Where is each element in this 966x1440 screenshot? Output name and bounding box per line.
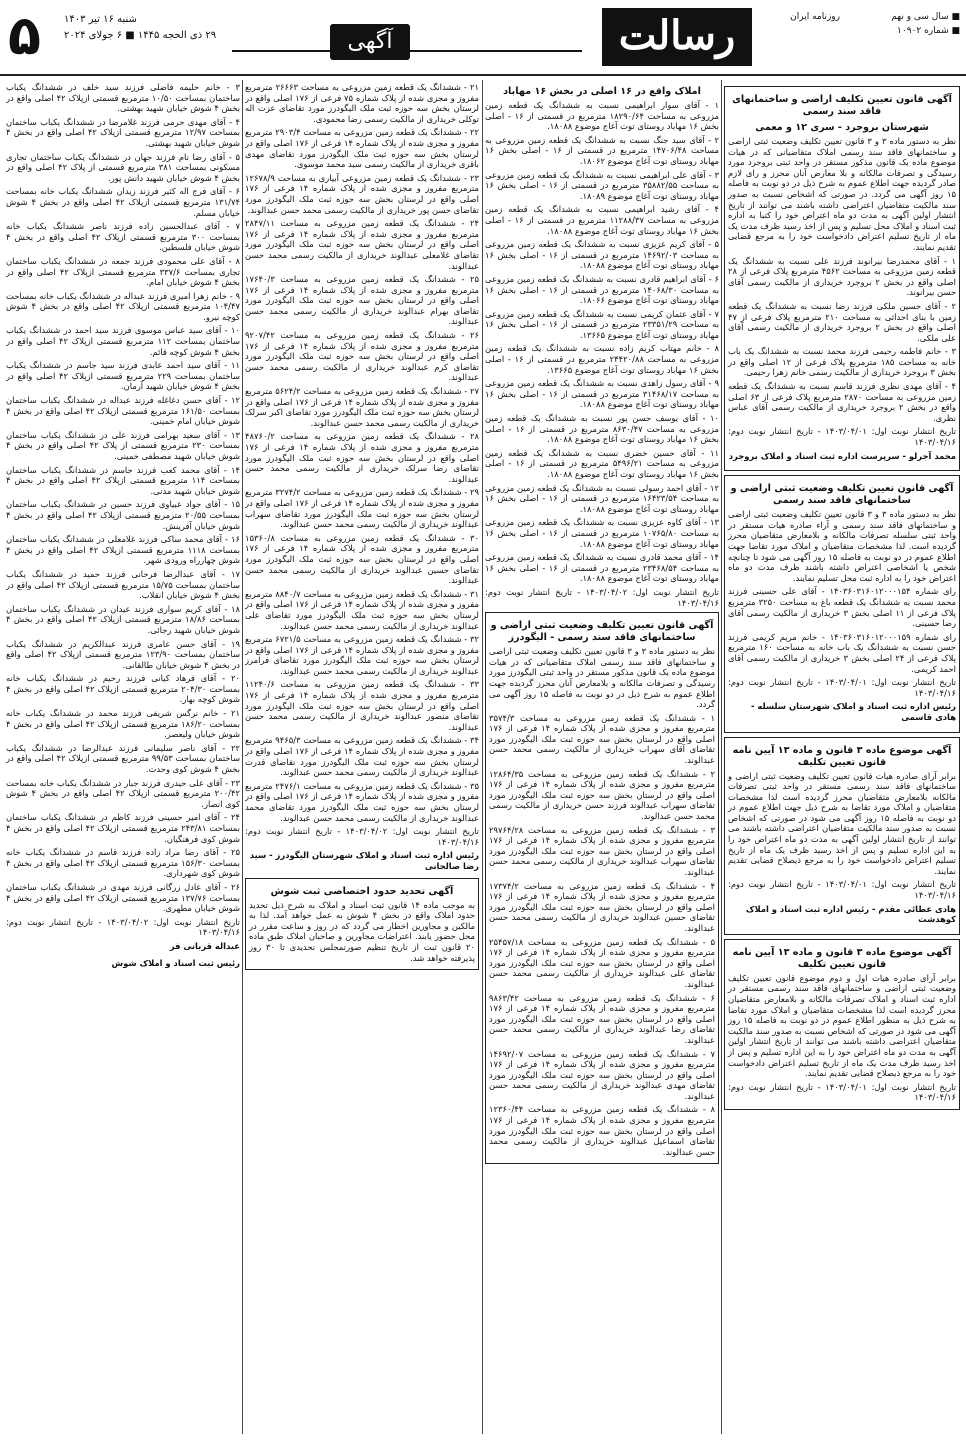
list-item: ۵ - آقای رضا نام فرزند جهان در ششدانگ یکباب ساختمان تجاری مسکونی بمساحت ۳۸۱ مترمربع قسمتی از پلاک ۴۲ اصلی واقع در بخش ۴ شوش خیابان شهید دانش پور. <box>6 151 240 183</box>
list-item: ۳ - خانم فاطمه رحیمی فرزند محمد نسبت به ششدانگ یک باب خانه به مساحت ۱۸۵ مترمربع پلاک فرعی از ۱۲ اصلی واقع در بخش ۳ بروجرد خریداری از مالکیت رسمی خانم زهرا رحیمی. <box>728 346 956 378</box>
notice-body: به موجب ماده ۱۴ قانون ثبت اسناد و املاک به شرح ذیل تحدید حدود املاک واقع در بخش ۴ شوش به عمل خواهد آمد. لذا به مالکین و مجاورین اخطار می گردد که در روز و ساعت مقرر در محل حضور یابند. اعتراضات مجاورین و صاحبان املاک طبق ماده ۲۰ قانون ثبت از تاریخ تنظیم صورتمجلس تحدیدی تا ۳۰ روز پذیرفته خواهد شد. <box>249 899 475 963</box>
list-item: ۱ - ششدانگ یک قطعه زمین مزروعی به مساحت ۳۵۷۴/۳ مترمربع مفروز و مجزی شده از پلاک شماره ۱۴ فرعی از ۱۷۶ اصلی واقع در لرستان بخش سه حوزه ثبت ملک الیگودرز مورد تقاضای آقای سهراب خریداری از مالکیت رسمی محمد حسن عبدالوند. <box>489 712 715 766</box>
notice-shush-boundaries <box>245 878 479 971</box>
column-divider <box>242 80 243 1434</box>
list-item: ۳۲ - ششدانگ یک قطعه زمین مزروعی به مساحت ۶۷۲۱/۵ مترمربع مفروز و مجزی شده از پلاک شماره ۱۴ فرعی از ۱۷۶ اصلی واقع در لرستان بخش سه حوزه ثبت ملک الیگودرز مورد تقاضای فرامرز عبدالوند خریداری از مالکیت رسمی محمد حسن عبدالوند. <box>245 634 479 676</box>
column-3 <box>245 82 479 1432</box>
page-number: ۵ <box>8 4 41 67</box>
notice-body: نظر به دستور ماده ۳ و ۳ قانون تعیین تکلیف وضعیت ثبتی اراضی و ساختمانهای فاقد سند رسمی املاک متقاضیانی که در هیات موضوع ماده یک قانون مذکور مستقر در واحد ثبتی بروجرد مورد رسیدگی و تصرفات مالکانه و بلا معارض آنان محرز و رای لازم صادر گردیده جهت اطلاع عموم به شرح ذیل در دو نوبت به فاصله ۱۵ روز آگهی می گردد. در صورتی که اشخاص نسبت به صدور سند مالکیت متقاضیان اعتراضی داشته باشند می توانند از تاریخ انتشار اولین آگهی به مدت دو ماه اعتراض خود را کتبا به اداره ثبت اسناد و املاک محل تسلیم و پس از اخذ رسید ظرف مدت یک ماه از تاریخ تسلیم اعتراض دادخواست خود را به مرجع قضایی تقدیم نمایند. <box>728 136 957 252</box>
list-item: ۲۳ - آقای علی حیدری فرزند جبار در ششدانگ یکباب خانه بمساحت ۲۰۰/۴۲ مترمربع قسمتی ازپلاک ۴۲ اصلی واقع در بخش ۴ شوش کوی انصار. <box>6 777 240 809</box>
list-item: ۲۴ - آقای امیر حسینی فرزند کاظم در ششدانگ یکباب ساختمان بمساحت ۲۴۳/۸۱ مترمربع قسمتی ازپلاک ۴۲ اصلی واقع در بخش ۴ شوش کوی فرهنگیان. <box>6 812 240 844</box>
list-item: ۳۱ - ششدانگ یک قطعه زمین مزروعی به مساحت ۸۸۴۰/۷ مترمربع مفروز و مجزی شده از پلاک شماره ۱۴ فرعی از ۱۷۶ اصلی واقع در لرستان بخش سه حوزه ثبت ملک الیگودرز مورد تقاضای علی عبدالوند خریداری از مالکیت رسمی محمد حسن عبدالوند. <box>245 588 479 631</box>
issue-info <box>870 10 960 38</box>
date-line-2: ۲۹ ذی الحجه ۱۴۴۵ ■ ۶ جولای ۲۰۲۴ <box>64 30 217 41</box>
list-item: ۸ - خانم مهتاب کریم زاده نسبت به ششدانگ یک قطعه زمین مزروعی به مساحت ۲۴۴۲۰/۸۸ مترمربع در قسمتی از ۱۶ - اصلی بخش ۱۶ مهاباد روستای توت آغاج موضوع ۱۳۶۶۵. <box>485 343 719 375</box>
signature: محمد آجرلو - سرپرست اداره ثبت اسناد و املاک بروجرد <box>728 450 956 461</box>
list-item: ۱۰ - آقای سید عباس موسوی فرزند سید احمد در ششدانگ یکباب ساختمان بمساحت ۱۱۲ مترمربع قسمتی ازپلاک ۴۲ اصلی واقع در بخش ۴ شوش کوچه قائم. <box>6 325 240 357</box>
list-item: ۳ - ششدانگ یک قطعه زمین مزروعی به مساحت ۲۹۷۶۴/۲۸ مترمربع مفروز و مجزی شده از پلاک شماره ۱۴ فرعی از ۱۷۶ اصلی واقع در لرستان بخش سه حوزه ثبت ملک الیگودرز مورد تقاضای سهراب عبدالوند خریداری از مالکیت رسمی محمد حسن عبدالوند. <box>489 824 715 877</box>
list-item: ۷ - ششدانگ یک قطعه زمین مزروعی به مساحت ۱۴۶۹۲/۰۷ مترمربع مفروز و مجزی شده از پلاک شماره ۱۴ فرعی از ۱۷۶ اصلی واقع در لرستان بخش سه حوزه ثبت ملک الیگودرز مورد تقاضای مهدی عبدالوند خریداری از مالکیت رسمی محمد حسن عبدالوند. <box>489 1048 715 1101</box>
notice-title: آگهی تحدید حدود اختصاصی ثبت شوش <box>270 885 454 897</box>
publish-date: تاریخ انتشار نوبت اول: ۱۴۰۳/۰۴/۰۲ - تاریخ انتشار نوبت دوم: ۱۴۰۳/۰۴/۱۶ <box>245 826 479 847</box>
list-item: ۶ - آقای ابراهیم قادری نسبت به ششدانگ یک قطعه زمین مزروعی به مساحت ۱۴۰۶۸/۳۰ مترمربع در قسمتی از ۱۶ - اصلی بخش ۱۶ مهاباد روستای توت آغاج موضوع ۱۸۰۶۶. <box>485 273 719 306</box>
section-label: آگهی <box>330 24 410 60</box>
column-1 <box>724 82 960 1432</box>
list-item: ۱۵ - آقای جواد عبیاوی فرزند حسین در ششدانگ یکباب ساختمان بمساحت ۲۰/۵۵ مترمربع قسمتی ازپلاک ۴۲ اصلی واقع در بخش ۴ شوش خیابان آفرینش. <box>6 499 240 531</box>
list-item: ۶ - آقای فرج اله کثیر فرزند زیدان ششدانگ یکباب خانه بمساحت ۱۳۱/۷۴ مترمربع قسمتی ازپلاک ۴۲ اصلی واقع در بخش ۴ شوش خیابان مسلم. <box>6 186 240 218</box>
list-item: ۱ - آقای محمدرضا بیرانوند فرزند علی نسبت به ششدانگ یک قطعه زمین مزروعی به مساحت ۴۵۶۲ مترمربع پلاک فرعی از ۲۸ اصلی واقع در بخش ۲ بروجرد خریداری از مالکیت رسمی آقای حسن بیرانوند. <box>728 255 956 298</box>
logo-subtitle: روزنامه ایران <box>790 12 840 22</box>
list-item: ۳ - خانم حلیمه فاضلی فرزند سید خلف در ششدانگ یکباب ساختمان بمساحت ۱۰/۵۰ مترمربع قسمتی ازپلاک ۴۲ اصلی واقع در بخش ۴ شوش خیابان شهید بهشتی. <box>6 82 240 114</box>
notice-subtitle: شهرستان بروجرد - سری ۱۲ و معمی <box>755 122 929 133</box>
list-item: ۴ - آقای رشید ابراهیمی نسبت به ششدانگ یک قطعه زمین مزروعی به مساحت ۱۱۲۸۸/۳۷ مترمربع در قسمتی از ۱۶ - اصلی بخش ۱۶ مهاباد روستای توت آغاج موضوع ۱۸۰۸۸. <box>485 204 719 236</box>
notice-title: آگهی قانون تعیین تکلیف وضعیت ثبتی اراضی و ساختمانهای فاقد سند رسمی <box>730 483 954 507</box>
list-item: ۲۱ - خانم نرگس شریفی فرزند محمد در ششدانگ یکباب خانه بمساحت ۱۸۶/۲۰ مترمربع قسمتی ازپلاک ۴۲ اصلی واقع در بخش ۴ شوش خیابان ولیعصر. <box>6 708 240 740</box>
list-item: ۹ - آقای رسول زاهدی نسبت به ششدانگ یک قطعه زمین مزروعی به مساحت ۳۱۴۶۸/۱۷ مترمربع در قسمتی از ۱۶ - اصلی بخش ۱۶ مهاباد روستای توت آغاج موضوع ۱۸۰۸۸. <box>485 378 719 410</box>
publish-date: تاریخ انتشار نوبت اول: ۱۴۰۳/۰۴/۰۲ - تاریخ انتشار نوبت دوم: ۱۴۰۳/۰۴/۱۶ <box>485 586 719 608</box>
list-item: ۴ - ششدانگ یک قطعه زمین مزروعی به مساحت ۱۷۳۷۴/۲ مترمربع مفروز و مجزی شده از پلاک شماره ۱۴ فرعی از ۱۷۶ اصلی واقع در لرستان بخش سه حوزه ثبت ملک الیگودرز مورد تقاضای حسین عبدالوند خریداری از مالکیت رسمی محمد حسن عبدالوند. <box>489 880 715 933</box>
list-item: ۷ - آقای عبدالحسین زاده فرزند ناصر ششدانگ یکباب خانه بمساحت ۳۰۰ مترمربع قسمتی ازپلاک ۴۲ اصلی واقع در بخش ۴ شوش خیابان فلسطین. <box>6 221 240 253</box>
list-item: ۱ - آقای سوار ابراهیمی نسبت به ششدانگ یک قطعه زمین مزروعی به مساحت ۱۸۲۹۰/۶۴ مترمربع در قسمتی از ۱۶ - اصلی بخش ۱۶ مهاباد روستای توت آغاج موضوع ۱۸۰۸۸. <box>485 100 719 132</box>
column-4 <box>6 82 240 1432</box>
issue-dates <box>64 12 234 44</box>
list-item: ۲۴ - ششدانگ یک قطعه زمین مزروعی به مساحت ۲۸۴۷/۱۱ مترمربع مفروز و مجزی شده از پلاک شماره ۱۴ فرعی از ۱۷۶ اصلی واقع در لرستان بخش سه حوزه ثبت ملک الیگودرز مورد تقاضای غلامعلی عبدالوند خریداری از مالکیت رسمی محمد حسن عبدالوند. <box>245 218 479 271</box>
list-item: ۵ - ششدانگ یک قطعه زمین مزروعی به مساحت ۲۵۴۵۷/۱۸ مترمربع مفروز و مجزی شده از پلاک شماره ۱۴ فرعی از ۱۷۶ اصلی واقع در لرستان بخش سه حوزه ثبت ملک الیگودرز مورد تقاضای علی عبدالوند خریداری از مالکیت رسمی محمد حسن عبدالوند. <box>489 936 715 989</box>
notice-4 <box>724 939 960 1110</box>
list-item: رای شماره ۱۴۰۳۶۰۳۱۶۰۱۲۰۰۰۱۵۹ - خانم مریم کریمی فرزند حسن نسبت به ششدانگ یک باب خانه به مساحت ۱۶۰ مترمربع پلاک فرعی از ۲۴ اصلی بخش ۳ خریداری از مالکیت رسمی آقای احمد کریمی. <box>728 631 956 674</box>
list-item: ۳۰ - ششدانگ یک قطعه زمین مزروعی به مساحت ۱۵۳۶۰/۸ مترمربع مفروز و مجزی شده از پلاک شماره ۱۴ فرعی از ۱۷۶ اصلی واقع در لرستان بخش سه حوزه ثبت ملک الیگودرز مورد تقاضای حسین عبدالوند خریداری از مالکیت رسمی محمد حسن عبدالوند. <box>245 532 479 586</box>
notice-title: آگهی موضوع ماده ۳ قانون و ماده ۱۳ آیین نامه قانون تعیین تکلیف <box>732 946 952 970</box>
notice-body: نظر به دستور ماده ۳ و ۳ قانون تعیین تکلیف وضعیت ثبتی اراضی و ساختمانهای فاقد سند رسمی املاک متقاضیانی که در هیات موضوع ماده یک قانون مذکور مستقر در واحد ثبتی الیگودرز مورد رسیدگی و تصرفات مالکانه و بلامعارض آنان محرز گردیده جهت اطلاع عموم به شرح ذیل در دو نوبت به فاصله ۱۵ روز آگهی می گردد. <box>489 646 716 710</box>
list-item: ۲۵ - ششدانگ یک قطعه زمین مزروعی به مساحت ۱۷۶۴۰/۳ مترمربع مفروز و مجزی شده از پلاک شماره ۱۴ فرعی از ۱۷۶ اصلی واقع در لرستان بخش سه حوزه ثبت ملک الیگودرز مورد تقاضای بهرام عبدالوند خریداری از مالکیت رسمی محمد حسن عبدالوند. <box>245 274 479 327</box>
date-line-1: شنبه ۱۶ تیر ۱۴۰۳ <box>64 14 137 25</box>
publish-date: تاریخ انتشار نوبت اول: ۱۴۰۳/۰۴/۰۲ - تاریخ انتشار نوبت دوم: ۱۴۰۳/۰۴/۱۶ <box>6 916 240 938</box>
issue-volume: ■ سال سی و نهم <box>891 12 960 22</box>
column-divider <box>721 80 722 1434</box>
list-item: ۲۱ - ششدانگ یک قطعه زمین مزروعی به مساحت ۲۶۶۶۳ مترمربع مفروز و مجزی شده از پلاک شماره ۷۵ فرعی از ۱۷۶ اصلی واقع در لرستان بخش سه حوزه ثبت ملک الیگودرز مورد تقاضای عزت اله توکلی خریداری از مالکیت رسمی رضا محمودی. <box>245 82 479 124</box>
notice-broujerd <box>724 86 960 471</box>
list-item: ۱۱ - آقای حسین خضری نسبت به ششدانگ یک قطعه زمین مزروعی به مساحت ۵۴۹۶/۲۱ مترمربع در قسمتی از ۱۶ - اصلی بخش ۱۶ مهاباد روستای توت آغاج موضوع ۱۸۰۸۸. <box>485 447 719 479</box>
signature: رئیس اداره ثبت اسناد و املاک شهرستان سلسله - هادی قاسمی <box>750 701 956 722</box>
notice-header: املاک واقع در ۱۶ اصلی در بخش ۱۶ مهاباد <box>503 86 701 97</box>
list-item: ۳۴ - ششدانگ یک قطعه زمین مزروعی به مساحت ۹۴۶۵/۳ مترمربع مفروز و مجزی شده از پلاک شماره ۱۴ فرعی از ۱۷۶ اصلی واقع در لرستان بخش سه حوزه ثبت ملک الیگودرز مورد تقاضای قدرت عبدالوند خریداری از مالکیت رسمی محمد حسن عبدالوند. <box>245 735 479 778</box>
list-item: ۱۲ - آقای حسن دغاغله فرزند عبداله در ششدانگ یکباب ساختمان بمساحت ۱۶۱/۵۰ مترمربع قسمتی ازپلاک ۴۲ اصلی واقع در بخش ۴ شوش خیابان امام خمینی. <box>6 395 240 427</box>
list-item: ۱۴ - آقای محمد کعب فرزند جاسم در ششدانگ یکباب ساختمان بمساحت ۱۱۴ مترمربع قسمتی ازپلاک ۴۲ اصلی واقع در بخش ۴ شوش خیابان شهید مدنی. <box>6 464 240 496</box>
list-item: ۹ - خانم زهرا امیری فرزند عبداله در ششدانگ یکباب خانه بمساحت ۱۰۴/۴۷ مترمربع قسمتی ازپلاک ۴۲ اصلی واقع در بخش ۴ شوش کوچه نیرو. <box>6 290 240 322</box>
list-item: ۱۸ - آقای کریم سواری فرزند عیدان در ششدانگ یکباب ساختمان بمساحت ۱۸/۸۶ مترمربع قسمتی ازپلاک ۴۲ اصلی واقع در بخش ۴ شوش خیابان شهید رجائی. <box>6 603 240 635</box>
list-item: ۱۱ - آقای سید احمد عابدی فرزند سید جاسم در ششدانگ یکباب ساختمان بمساحت ۲۲۹ مترمربع قسمتی ازپلاک ۴۲ اصلی واقع در بخش ۴ شوش خیابان شهید آرمان. <box>6 360 240 392</box>
list-item: ۲۲ - آقای ناصر سلیمانی فرزند عبدالرضا در ششدانگ یکباب ساختمان بمساحت ۹۹/۵۳ مترمربع قسمتی ازپلاک ۴۲ اصلی واقع در بخش ۴ شوش کوی وحدت. <box>6 742 240 775</box>
list-item: ۱۳ - آقای کاوه عزیزی نسبت به ششدانگ یک قطعه زمین مزروعی به مساحت ۱۰۷۶۵/۸۰ مترمربع در قسمتی از ۱۶ - اصلی بخش ۱۶ مهاباد روستای توت آغاج موضوع ۱۸۰۸۸. <box>485 517 719 549</box>
masthead <box>0 0 966 76</box>
notice-body: نظر به دستور ماده ۳ و ۳ قانون تعیین تکلیف وضعیت ثبتی اراضی و ساختمانهای فاقد سند رسمی و آراء صادره هیات مستقر در واحد ثبتی سلسله تصرفات مالکانه و بلامعارض متقاضیان محرز گردیده است. لذا مشخصات متقاضیان و املاک مورد تقاضا جهت اطلاع عموم در دو نوبت به فاصله ۱۵ روز آگهی می شود تا چنانچه شخص یا اشخاصی اعتراض داشته باشند ظرف مدت دو ماه اعتراض خود را به اداره ثبت محل تسلیم نمایند. <box>728 509 957 583</box>
list-item: ۵ - آقای کریم عزیزی نسبت به ششدانگ یک قطعه زمین مزروعی به مساحت ۱۴۶۹۲/۰۳ مترمربع در قسمتی از ۱۶ - اصلی بخش ۱۶ مهاباد روستای توت آغاج موضوع ۱۸۰۸۸. <box>485 239 719 271</box>
notice-aligoudarz <box>485 612 719 1164</box>
list-item: ۲ - آقای سید جنگ نسبت به ششدانگ یک قطعه زمین مزروعی به مساحت ۱۴۷۰۶/۴۸ مترمربع در قسمتی از ۱۶ - اصلی بخش ۱۶ مهاباد روستای توت آغاج موضوع ۱۸۰۶۲. <box>485 134 719 166</box>
list-item: ۲۷ - ششدانگ یک قطعه زمین مزروعی به مساحت ۵۶۲۴/۲ مترمربع مفروز و مجزی شده از پلاک شماره ۱۴ فرعی از ۱۷۶ اصلی واقع در لرستان بخش سه حوزه ثبت ملک الیگودرز مورد تقاضای اکبر سرلک خریداری از مالکیت رسمی محمد حسن عبدالوند. <box>245 386 479 428</box>
publish-date: تاریخ انتشار نوبت اول: ۱۴۰۳/۰۴/۰۱ - تاریخ انتشار نوبت دوم: ۱۴۰۳/۰۴/۱۶ <box>728 1081 956 1103</box>
list-item: ۳ - آقای علی ابراهیمی نسبت به ششدانگ یک قطعه زمین مزروعی به مساحت ۳۵۸۸۲/۵۵ مترمربع در قسمتی از ۱۶ - اصلی بخش ۱۶ مهاباد روستای توت آغاج موضوع ۱۸۰۸۹. <box>485 169 719 201</box>
publish-date: تاریخ انتشار نوبت اول: ۱۴۰۳/۰۴/۰۱ - تاریخ انتشار نوبت دوم: ۱۴۰۳/۰۴/۱۶ <box>728 677 956 698</box>
list-item: ۸ - ششدانگ یک قطعه زمین مزروعی به مساحت ۱۲۳۶۰/۴۴ مترمربع مفروز و مجزی شده از پلاک شماره ۱۴ فرعی از ۱۷۶ اصلی واقع در لرستان بخش سه حوزه ثبت ملک الیگودرز مورد تقاضای اسماعیل عبدالوند خریداری از مالکیت رسمی محمد حسن عبدالوند. <box>489 1104 715 1157</box>
signature-title: رئیس ثبت اسناد و املاک شوش <box>111 957 240 968</box>
list-item: ۲۳ - ششدانگ یک قطعه زمین مزروعی آبیاری به مساحت ۱۲۶۷۸/۹ مترمربع مفروز و مجزی شده از پلاک شماره ۱۴ فرعی از ۱۷۶ اصلی واقع در لرستان بخش سه حوزه ثبت ملک الیگودرز مورد تقاضای حسن پور خریداری از مالکیت رسمی محمد حسن عبدالوند. <box>245 172 479 215</box>
newspaper-logo: رسالت <box>602 8 752 66</box>
list-item: ۲۲ - ششدانگ یک قطعه زمین مزروعی به مساحت ۲۹۰۳/۴ مترمربع مفروز و مجزی شده از پلاک شماره ۱۴ فرعی از ۱۷۶ اصلی واقع در لرستان بخش سه حوزه ثبت ملک الیگودرز مورد تقاضای مهدی باقری خریداری از مالکیت رسمی سید محمد موسوی. <box>245 127 479 170</box>
column-2 <box>485 82 719 1432</box>
publish-date: تاریخ انتشار نوبت اول: ۱۴۰۳/۰۴/۰۱ - تاریخ انتشار نوبت دوم: ۱۴۰۳/۰۴/۱۶ <box>728 426 956 448</box>
signature-name: عبداله قربانی فر <box>169 940 240 951</box>
notice-selseleh <box>724 475 960 732</box>
notice-title: آگهی قانون تعیین تکلیف وضعیت ثبتی اراضی و ساختمانهای فاقد سند رسمی - الیگودرز <box>490 620 714 644</box>
list-item: ۶ - ششدانگ یک قطعه زمین مزروعی به مساحت ۹۸۶۳/۴۲ مترمربع مفروز و مجزی شده از پلاک شماره ۱۴ فرعی از ۱۷۶ اصلی واقع در لرستان بخش سه حوزه ثبت ملک الیگودرز مورد تقاضای رضا عبدالوند خریداری از مالکیت رسمی محمد حسن عبدالوند. <box>489 992 715 1045</box>
list-item: ۸ - آقای علی محمودی فرزند جمعه در ششدانگ یکباب ساختمان تجاری بمساحت ۳۳۷/۶ مترمربع قسمتی ازپلاک ۴۲ اصلی واقع در بخش ۴ شوش خیابان امام. <box>6 255 240 288</box>
notice-body: برابر آرای صادره هیات اول و دوم موضوع قانون تعیین تکلیف وضعیت ثبتی اراضی و ساختمانهای فاقد سند رسمی مستقر در اداره ثبت اسناد و املاک تصرفات مالکانه و بلامعارض متقاضیان محرز گردیده است لذا مشخصات متقاضیان و املاک مورد تقاضا به شرح ذیل به منظور اطلاع عموم در دو نوبت به فاصله ۱۵ روز آگهی می شود در صورتی که اشخاص نسبت به صدور سند مالکیت متقاضیان اعتراضی داشته باشند می توانند از تاریخ انتشار اولین آگهی به مدت دو ماه اعتراض خود را به این اداره تسلیم و پس از اخذ رسید ظرف مدت یک ماه از تاریخ تسلیم اعتراض دادخواست خود را به مرجع ذیصلاح قضایی تقدیم نمایند. <box>728 972 957 1079</box>
signature: هادی عطائی مقدم - رئیس اداره ثبت اسناد و املاک کوهدشت <box>745 903 956 925</box>
list-item: ۲۵ - آقای رضا مراد زاده فرزند قاسم در ششدانگ یکباب خانه بمساحت ۱۵۶/۳۰ مترمربع قسمتی ازپلاک ۴۲ اصلی واقع در بخش ۴ شوش کوی شهرداری. <box>6 847 240 879</box>
list-item: ۱۹ - آقای حسن عامری فرزند عبدالکریم در ششدانگ یکباب ساختمان بمساحت ۱۲۳/۹۰ مترمربع قسمتی ازپلاک ۴۲ اصلی واقع در بخش ۴ شوش خیابان طالقانی. <box>6 638 240 670</box>
notice-koohdasht <box>724 737 960 935</box>
list-item: ۲ - ششدانگ یک قطعه زمین مزروعی به مساحت ۱۲۸۶۴/۳۵ مترمربع مفروز و مجزی شده از پلاک شماره ۱۴ فرعی از ۱۷۶ اصلی واقع در لرستان بخش سه حوزه ثبت ملک الیگودرز مورد تقاضای سهراب عبدالوند فرزند حسن خریداری از مالکیت رسمی محمد حسن عبدالوند. <box>489 768 715 822</box>
list-item: ۲ - آقای حسین ملکی فرزند رضا نسبت به ششدانگ یک قطعه زمین با بنای احداثی به مساحت ۲۱۰ مترمربع پلاک فرعی از ۴۷ اصلی واقع در بخش ۲ بروجرد خریداری از مالکیت رسمی آقای علی ملکی. <box>728 300 956 343</box>
list-item: ۴ - آقای مهدی نظری فرزند قاسم نسبت به ششدانگ یک قطعه زمین مزروعی به مساحت ۲۸۷۰ مترمربع پلاک فرعی از ۶۳ اصلی واقع در بخش ۲ بروجرد خریداری از مالکیت رسمی آقای عباس نظری. <box>728 381 956 423</box>
issue-number: ■ شماره ۱۰۹۰۲ <box>897 26 960 36</box>
list-item: ۱۳ - آقای سعید بهرامی فرزند علی در ششدانگ یکباب ساختمان بمساحت ۲۳۰ مترمربع قسمتی از پلاک ۴۲ اصلی واقع در بخش ۴ شوش خیابان شهید مصطفی خمینی. <box>6 429 240 461</box>
list-item: ۲۹ - ششدانگ یک قطعه زمین مزروعی به مساحت ۳۲۷۴/۲ مترمربع مفروز و مجزی شده از پلاک شماره ۱۴ فرعی از ۱۷۶ اصلی واقع در لرستان بخش سه حوزه ثبت ملک الیگودرز مورد تقاضای سهراب عبدالوند خریداری از مالکیت رسمی محمد حسن عبدالوند. <box>245 487 479 530</box>
list-item: ۱۷ - آقای عبدالرضا فرحانی فرزند حمید در ششدانگ یکباب ساختمان بمساحت ۱۵/۷۵ مترمربع قسمتی ازپلاک ۴۲ اصلی واقع در بخش ۴ شوش خیابان انقلاب. <box>6 568 240 601</box>
list-item: ۱۶ - آقای محمد ساکی فرزند غلامعلی در ششدانگ یکباب ساختمان بمساحت ۱۱۱۸ مترمربع قسمتی ازپلاک ۴۲ اصلی واقع در بخش ۴ شوش چهارراه ورودی شهر. <box>6 534 240 566</box>
list-item: ۲۶ - آقای عادل زرگانی فرزند مهدی در ششدانگ یکباب ساختمان بمساحت ۱۳۷/۷۶ مترمربع قسمتی ازپلاک ۴۲ اصلی واقع در بخش ۴ شوش خیابان مطهری. <box>6 881 240 914</box>
publish-date: تاریخ انتشار نوبت اول: ۱۴۰۳/۰۴/۰۱ - تاریخ انتشار نوبت دوم: ۱۴۰۳/۰۴/۱۶ <box>728 879 956 901</box>
list-item: ۲۰ - آقای فرهاد کیانی فرزند رحیم در ششدانگ یکباب خانه بمساحت ۲۰۴/۳۰ مترمربع قسمتی ازپلاک ۴۲ اصلی واقع در بخش ۴ شوش کوچه بهار. <box>6 673 240 705</box>
list-item: ۱۲ - آقای احمد رسولی نسبت به ششدانگ یک قطعه زمین مزروعی به مساحت ۱۶۴۲۳/۵۴ مترمربع در قسمتی از ۱۶ - اصلی بخش ۱۶ مهاباد روستای توت آغاج موضوع ۱۸۰۸۸. <box>485 482 719 514</box>
column-divider <box>482 80 483 1434</box>
list-item: ۱۰ - آقای یوسف حسن پور نسبت به ششدانگ یک قطعه زمین مزروعی به مساحت ۸۶۳۰/۴۷ مترمربع در قسمتی از ۱۶ - اصلی بخش ۱۶ مهاباد روستای توت آغاج موضوع ۱۸۰۸۸. <box>485 413 719 445</box>
list-item: ۴ - آقای مهدی حرمی فرزند غلامرضا در ششدانگ یکباب ساختمان بمساحت ۱۲/۹۷ مترمربع قسمتی ازپلاک ۴۲ اصلی واقع در بخش ۴ شوش خیابان شهید بهشتی. <box>6 116 240 148</box>
signature: رئیس اداره ثبت اسناد و املاک شهرستان الیگودرز - سید رضا صالحانی <box>249 850 479 871</box>
list-item: ۱۴ - آقای محمد قادری نسبت به ششدانگ یک قطعه زمین مزروعی به مساحت ۲۳۴۶۸/۵۴ مترمربع در قسمتی از ۱۶ - اصلی بخش ۱۶ مهاباد روستای توت آغاج موضوع ۱۸۰۸۸. <box>485 552 719 584</box>
list-item: رای شماره ۱۴۰۳۶۰۳۱۶۰۱۲۰۰۰۱۵۴ - آقای علی حسینی فرزند محمد نسبت به ششدانگ یک قطعه باغ به مساحت ۳۲۵۰ مترمربع پلاک فرعی از ۱۱ اصلی بخش ۳ خریداری از مالکیت رسمی آقای رضا حسینی. <box>728 586 956 629</box>
list-item: ۲۸ - ششدانگ یک قطعه زمین مزروعی به مساحت ۴۸۷۶۰/۲ مترمربع مفروز و مجزی شده از پلاک شماره ۱۴ فرعی از ۱۷۶ اصلی واقع در لرستان بخش سه حوزه ثبت ملک الیگودرز مورد تقاضای رضا سرلک خریداری از مالکیت رسمی محمد حسن عبدالوند. <box>245 431 479 484</box>
list-item: ۲۶ - ششدانگ یک قطعه زمین مزروعی به مساحت ۹۲۰۷/۴۲ مترمربع مفروز و مجزی شده از پلاک شماره ۱۴ فرعی از ۱۷۶ اصلی واقع در لرستان بخش سه حوزه ثبت ملک الیگودرز مورد تقاضای کرم عبدالوند خریداری از مالکیت رسمی محمد حسن عبدالوند. <box>245 330 479 383</box>
notice-title: آگهی موضوع ماده ۳ قانون و ماده ۱۳ آیین نامه قانون تعیین تکلیف <box>732 744 952 768</box>
list-item: ۳۳ - ششدانگ یک قطعه زمین مزروعی به مساحت ۱۱۲۴۰/۶ مترمربع مفروز و مجزی شده از پلاک شماره ۱۴ فرعی از ۱۷۶ اصلی واقع در لرستان بخش سه حوزه ثبت ملک الیگودرز مورد تقاضای منصور عبدالوند خریداری از مالکیت رسمی محمد حسن عبدالوند. <box>245 679 479 732</box>
list-item: ۷ - آقای عثمان کریمی نسبت به ششدانگ یک قطعه زمین مزروعی به مساحت ۲۳۳۵۱/۲۹ مترمربع در قسمتی از ۱۶ - اصلی بخش ۱۶ مهاباد روستای توت آغاج موضوع ۱۳۶۶۵. <box>485 308 719 340</box>
list-item: ۳۵ - ششدانگ یک قطعه زمین مزروعی به مساحت ۲۴۷۶/۱ مترمربع مفروز و مجزی شده از پلاک شماره ۱۴ فرعی از ۱۷۶ اصلی واقع در لرستان بخش سه حوزه ثبت ملک الیگودرز مورد تقاضای محمد عبدالوند خریداری از مالکیت رسمی محمد حسن عبدالوند. <box>245 780 479 823</box>
notice-title: آگهی قانون تعیین تکلیف اراضی و ساختمانهای فاقد سند رسمی <box>732 94 952 117</box>
notice-body: برابر آرای صادره هیات قانون تعیین تکلیف وضعیت ثبتی اراضی و ساختمانهای فاقد سند رسمی مستقر در واحد ثبتی تصرفات مالکانه بلامعارض متقاضیان محرز گردیده است لذا مشخصات متقاضیان و املاک مورد تقاضا به شرح ذیل جهت اطلاع عموم در دو نوبت به فاصله ۱۵ روز آگهی می شود در صورتی که اشخاص نسبت به صدور سند مالکیت متقاضیان اعتراضی داشته باشند می توانند از تاریخ انتشار اولین آگهی به مدت دو ماه اعتراض خود را به این اداره تسلیم و پس از اخذ رسید ظرف یک ماه از تاریخ تسلیم اعتراض دادخواست خود را به مرجع ذیصلاح قضایی تقدیم نمایند. <box>728 770 956 876</box>
